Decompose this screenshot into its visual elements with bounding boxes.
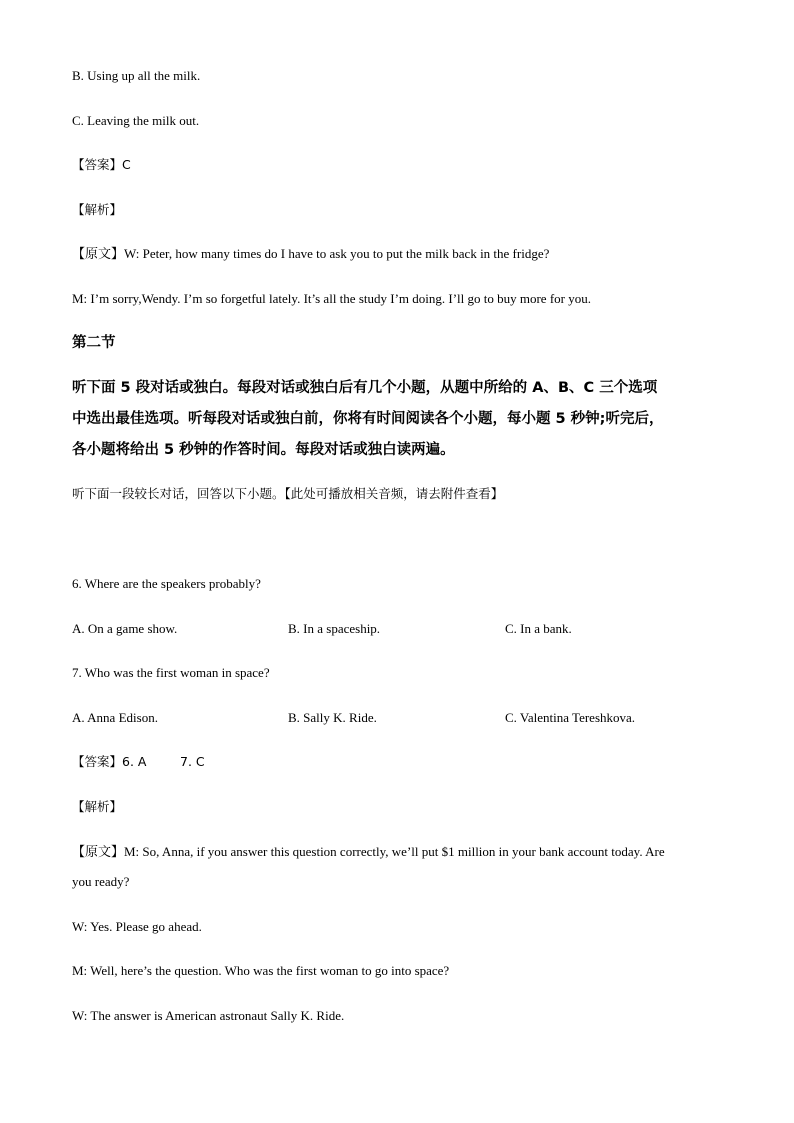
document-page — [72, 0, 722, 1123]
answer-7: 7. C — [180, 754, 205, 769]
transcript-line-1: 【原文】W: Peter, how many times do I have to ask you to put the milk back in the fridge? — [72, 246, 550, 261]
q6-option-b: B. In a spaceship. — [288, 621, 381, 636]
analysis-label: 【解析】 — [72, 202, 123, 217]
option-c: C. Leaving the milk out. — [72, 113, 200, 128]
q6-option-c: C. In a bank. — [505, 621, 572, 636]
answer-label: 【答案】C — [72, 157, 131, 172]
analysis-label-2: 【解析】 — [72, 799, 123, 814]
transcript2-line-2: you ready? — [72, 874, 130, 889]
transcript2-line-5: W: The answer is American astronaut Sally K. Ride. — [72, 1008, 345, 1023]
transcript2-line-3: W: Yes. Please go ahead. — [72, 919, 202, 934]
question-6: 6. Where are the speakers probably? — [72, 576, 261, 591]
q7-option-a: A. Anna Edison. — [72, 710, 158, 725]
transcript2-line-1: 【原文】M: So, Anna, if you answer this question correctly, we’ll put $1 million in your bank account today. Are — [72, 844, 665, 859]
section-heading: 第二节 — [72, 335, 116, 351]
q7-option-b: B. Sally K. Ride. — [288, 710, 377, 725]
q6-option-a: A. On a game show. — [72, 621, 178, 636]
q7-option-c: C. Valentina Tereshkova. — [505, 710, 636, 725]
option-b: B. Using up all the milk. — [72, 68, 201, 83]
instructions-line-3: 各小题将给出 5 秒钟的作答时间。每段对话或独白读两遍。 — [72, 442, 455, 458]
transcript-line-2: M: I’m sorry,Wendy. I’m so forgetful lately. It’s all the study I’m doing. I’ll go to buy more for you. — [72, 291, 591, 306]
instructions-line-2: 中选出最佳选项。听每段对话或独白前，你将有时间阅读各个小题，每小题 5 秒钟;听完后， — [72, 411, 664, 427]
listening-intro: 听下面一段较长对话，回答以下小题。【此处可播放相关音频，请去附件查看】 — [72, 486, 504, 501]
transcript2-line-4: M: Well, here’s the question. Who was the first woman to go into space? — [72, 963, 450, 978]
instructions-line-1: 听下面 5 段对话或独白。每段对话或独白后有几个小题，从题中所给的 A、B、C 三个选项 — [72, 380, 658, 396]
answer-6: 【答案】6. A — [72, 754, 147, 769]
question-7: 7. Who was the first woman in space? — [72, 665, 270, 680]
